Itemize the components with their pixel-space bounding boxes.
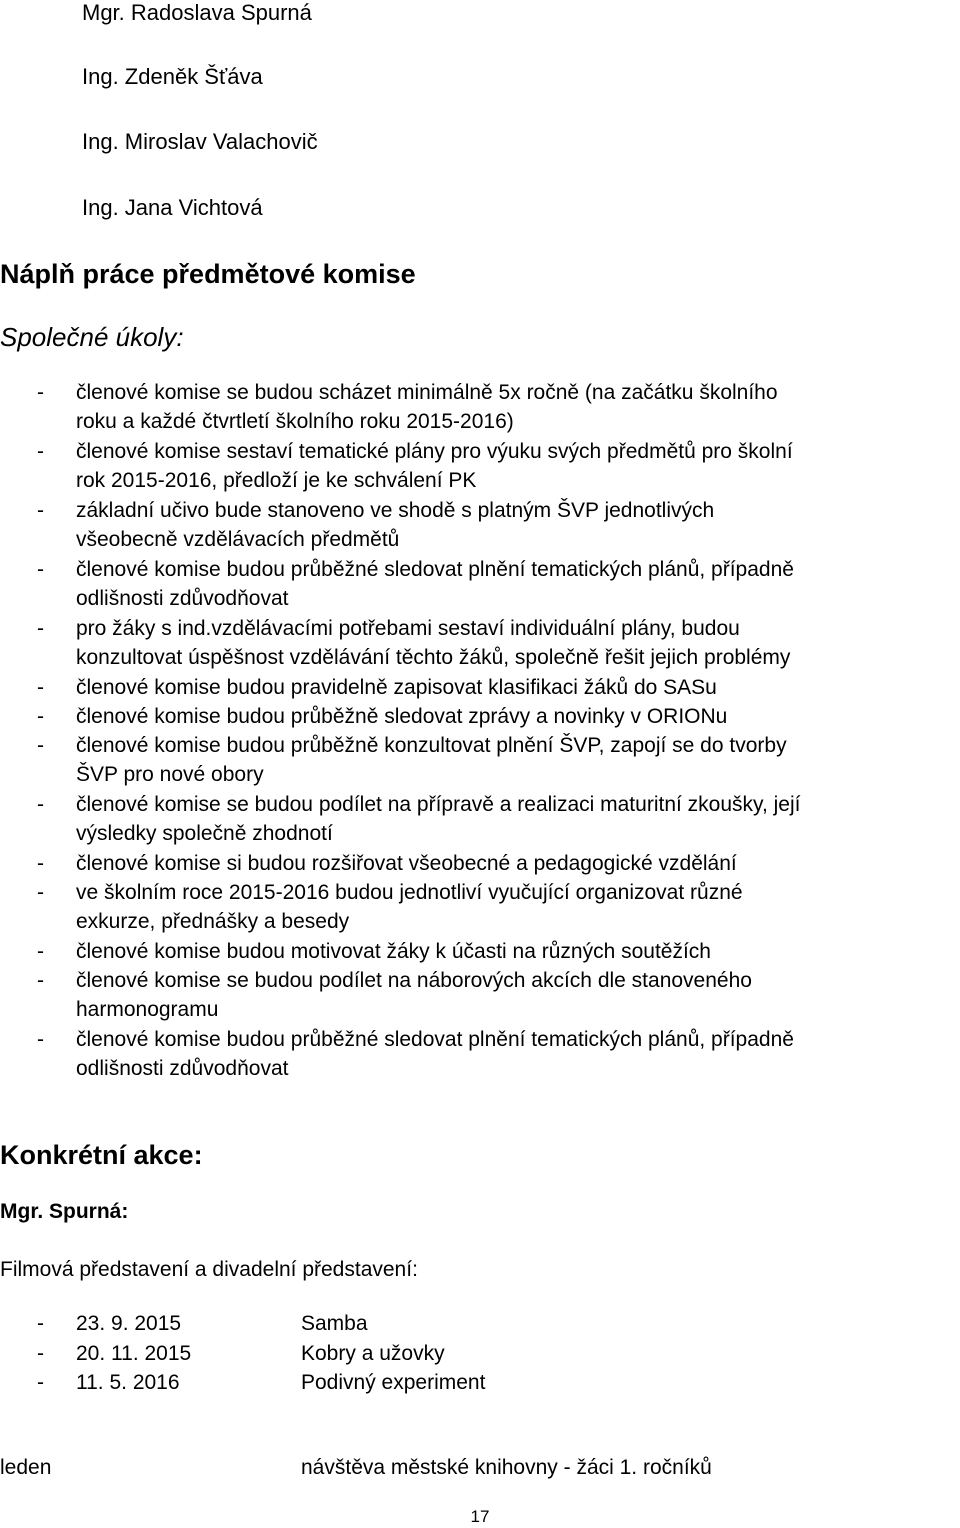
bullet-dash: - xyxy=(37,1312,44,1335)
list-item-text: ve školním roce 2015-2016 budou jednotliví vyučující organizovat různé exkurze, přednášky a besedy xyxy=(76,881,743,934)
bullet-dash: - xyxy=(37,440,44,463)
list-item-text: členové komise budou pravidelně zapisovat klasifikaci žáků do SASu xyxy=(76,676,717,699)
list-item-text: členové komise budou průběžné sledovat plnění tematických plánů, případně odlišnosti zdůvodňovat xyxy=(76,1028,794,1081)
list-item-text: členové komise budou průběžně konzultovat plnění ŠVP, zapojí se do tvorby ŠVP pro nové obory xyxy=(76,734,787,787)
list-item xyxy=(0,378,960,437)
actions-heading: Konkrétní akce: xyxy=(0,1140,203,1170)
member-name: Ing. Zdeněk Šťáva xyxy=(82,64,263,89)
bullet-dash: - xyxy=(37,1028,44,1051)
event-date: 20. 11. 2015 xyxy=(76,1342,192,1365)
list-item xyxy=(0,731,960,790)
list-item-text: základní učivo bude stanoveno ve shodě s platným ŠVP jednotlivých všeobecně vzdělávacích předmětů xyxy=(76,499,715,552)
list-item-text: členové komise budou motivovat žáky k účasti na různých soutěžích xyxy=(76,940,711,963)
bullet-dash: - xyxy=(37,499,44,522)
list-item xyxy=(0,790,960,849)
bullet-dash: - xyxy=(37,558,44,581)
list-item xyxy=(0,878,960,937)
bullet-dash: - xyxy=(37,1342,44,1365)
list-item xyxy=(0,614,960,673)
list-item xyxy=(0,437,960,496)
bullet-dash: - xyxy=(37,881,44,904)
list-item xyxy=(0,849,960,878)
person-heading: Mgr. Spurná: xyxy=(0,1200,129,1223)
bullet-dash: - xyxy=(37,940,44,963)
list-item xyxy=(0,937,960,966)
bullet-dash: - xyxy=(37,734,44,757)
list-item-text: členové komise si budou rozšiřovat všeobecné a pedagogické vzdělání xyxy=(76,852,737,875)
event-title: Kobry a užovky xyxy=(301,1342,445,1365)
list-item xyxy=(0,555,960,614)
event-title: Podivný experiment xyxy=(301,1371,486,1394)
month-description: návštěva městské knihovny - žáci 1. ročníků xyxy=(301,1456,712,1479)
list-item xyxy=(0,966,960,1025)
list-item-text: členové komise budou průběžně sledovat zprávy a novinky v ORIONu xyxy=(76,705,728,728)
bullet-dash: - xyxy=(37,852,44,875)
member-name: Ing. Miroslav Valachovič xyxy=(82,129,318,154)
list-item-text: pro žáky s ind.vzdělávacími potřebami sestaví individuální plány, budou konzultovat úspěšnost vzdělávání těchto žáků, společně řešit jejich problémy xyxy=(76,617,791,670)
events-heading: Filmová představení a divadelní představení: xyxy=(0,1258,418,1281)
list-item xyxy=(0,673,960,702)
event-title: Samba xyxy=(301,1312,368,1335)
bullet-dash: - xyxy=(37,676,44,699)
list-item xyxy=(0,496,960,555)
list-item xyxy=(0,1025,960,1084)
bullet-dash: - xyxy=(37,705,44,728)
list-item-text: členové komise sestaví tematické plány pro výuku svých předmětů pro školní rok 2015-2016, předloží je ke schválení PK xyxy=(76,440,793,493)
bullet-dash: - xyxy=(37,617,44,640)
list-item-text: členové komise se budou podílet na přípravě a realizaci maturitní zkoušky, její výsledky společně zhodnotí xyxy=(76,793,801,846)
event-date: 11. 5. 2016 xyxy=(76,1371,180,1394)
list-item-text: členové komise se budou scházet minimálně 5x ročně (na začátku školního roku a každé čtvrtletí školního roku 2015-2016) xyxy=(76,381,778,434)
page-number: 17 xyxy=(470,1507,490,1526)
bullet-dash: - xyxy=(37,969,44,992)
month-label: leden xyxy=(0,1456,52,1479)
section-title: Náplň práce předmětové komise xyxy=(0,259,416,289)
bullet-dash: - xyxy=(37,381,44,404)
member-name: Mgr. Radoslava Spurná xyxy=(82,0,312,25)
bullet-dash: - xyxy=(37,1371,44,1394)
bullet-dash: - xyxy=(37,793,44,816)
event-date: 23. 9. 2015 xyxy=(76,1312,182,1335)
member-name: Ing. Jana Vichtová xyxy=(82,195,263,220)
list-item-text: členové komise se budou podílet na náborových akcích dle stanoveného harmonogramu xyxy=(76,969,752,1022)
list-item-text: členové komise budou průběžné sledovat plnění tematických plánů, případně odlišnosti zdůvodňovat xyxy=(76,558,794,611)
common-tasks-heading: Společné úkoly: xyxy=(0,322,184,352)
list-item xyxy=(0,702,960,731)
